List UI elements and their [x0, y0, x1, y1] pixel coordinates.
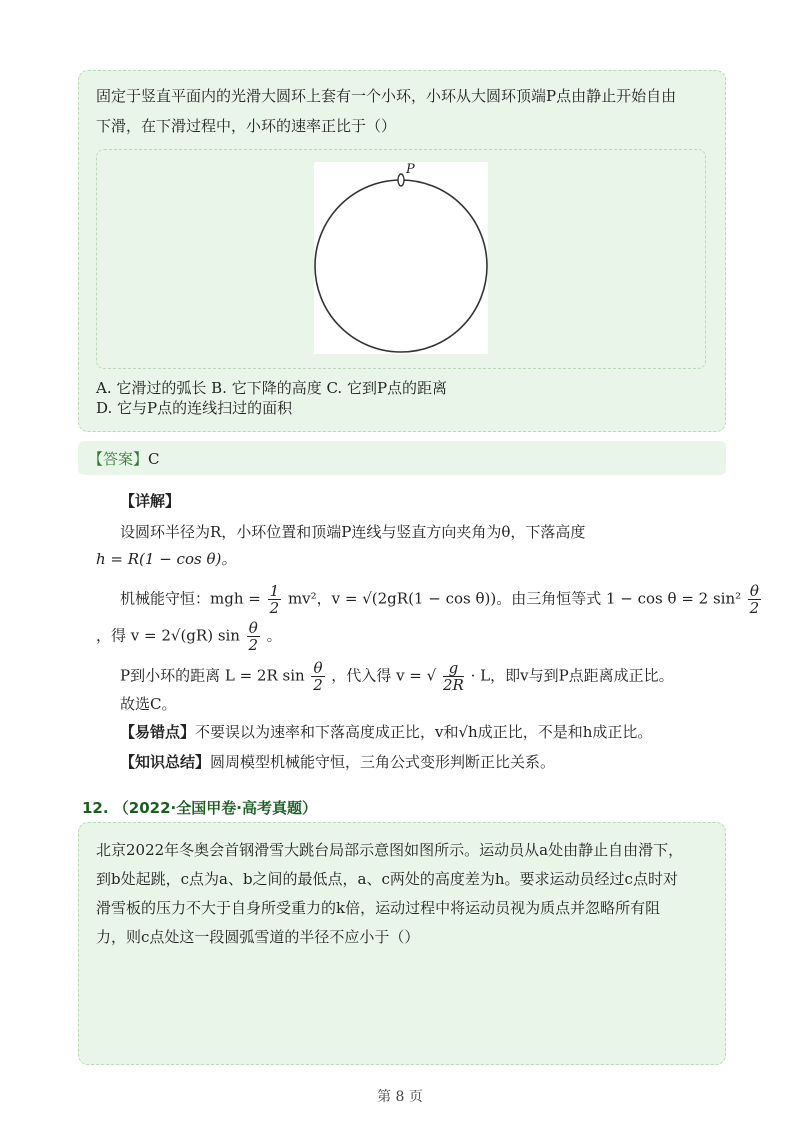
solution-p3	[96, 620, 282, 653]
solution-p3-b: 。	[266, 626, 282, 645]
q12-line1: 北京2022年冬奥会首钢滑雪大跳台局部示意图如图所示。运动员从a处由静止自由滑下，	[96, 841, 684, 859]
solution-p4-b: ，代入得 v = √	[331, 666, 437, 685]
ring-diagram	[300, 155, 500, 360]
summary-text: 圆周模型机械能守恒，三角公式变形判断正比关系。	[210, 753, 556, 771]
q12-line4: 力，则c点处这一段圆弧雪道的半径不应小于（）	[96, 928, 420, 946]
q12-line3: 滑雪板的压力不大于自身所受重力的k倍，运动过程中将运动员视为质点并忽略所有阻	[96, 899, 661, 917]
answer-line	[88, 449, 160, 469]
small-ring	[398, 174, 404, 186]
solution-p3-a: ，得 v = 2√(gR) sin	[96, 626, 240, 645]
page-number: 第 8 页	[377, 1089, 423, 1105]
solution-p5: 故选C。	[120, 695, 177, 713]
solution-p2-b: mv²，v = √(2gR(1 − cos θ))。由三角恒等式 1 − cos θ = 2 sin²	[287, 589, 742, 608]
large-ring	[315, 180, 487, 352]
solution-p4-c: · L，即v与到P点距离成正比。	[470, 666, 674, 685]
question-12-header: 12. （2022·全国甲卷·高考真题）	[82, 799, 317, 817]
point-p-label: P	[406, 162, 415, 177]
solution-p2-a: 机械能守恒：mgh =	[120, 589, 261, 608]
solution-p1-line2: h = R(1 − cos θ)。	[96, 550, 237, 568]
answer-bar	[78, 441, 726, 475]
summary-tag: 【知识总结】	[120, 753, 211, 771]
fraction-g-over-2r: $\frac{g}{2R}$	[442, 659, 464, 694]
fraction-one-half: $\frac{1}{2}$	[269, 582, 280, 617]
q11-options-line1: A. 它滑过的弧长 B. 它下降的高度 C. 它到P点的距离	[96, 379, 448, 397]
mistake-text: 不要误以为速率和下落高度成正比，v和√h成正比，不是和h成正比。	[195, 723, 653, 741]
fraction-theta-half-2: $\frac{\theta}{2}$	[248, 619, 259, 654]
solution-p1-line1: 设圆环半径为R，小环位置和顶端P连线与竖直方向夹角为θ，下落高度	[120, 523, 586, 541]
q11-stem-line2: 下滑，在下滑过程中，小环的速率正比于（）	[96, 117, 397, 135]
mistake-line	[120, 722, 652, 742]
answer-tag: 【答案】	[88, 450, 149, 468]
q11-options-line2: D. 它与P点的连线扫过的面积	[96, 399, 293, 417]
summary-line	[120, 752, 555, 772]
solution-p4	[120, 660, 674, 693]
q12-line2: 到b处起跳，c点为a、b之间的最低点，a、c两处的高度差为h。要求运动员经过c点时对	[96, 870, 678, 888]
fraction-theta-half-3: $\frac{\theta}{2}$	[313, 659, 323, 694]
fraction-theta-half: $\frac{\theta}{2}$	[749, 582, 760, 617]
answer-value: C	[148, 450, 160, 468]
q11-stem-line1: 固定于竖直平面内的光滑大圆环上套有一个小环，小环从大圆环顶端P点由静止开始自由	[96, 87, 677, 105]
solution-p4-a: P到小环的距离 L = 2R sin	[120, 666, 305, 685]
mistake-tag: 【易错点】	[120, 723, 196, 741]
solution-p2	[120, 583, 763, 616]
solution-heading: 【详解】	[120, 492, 181, 510]
